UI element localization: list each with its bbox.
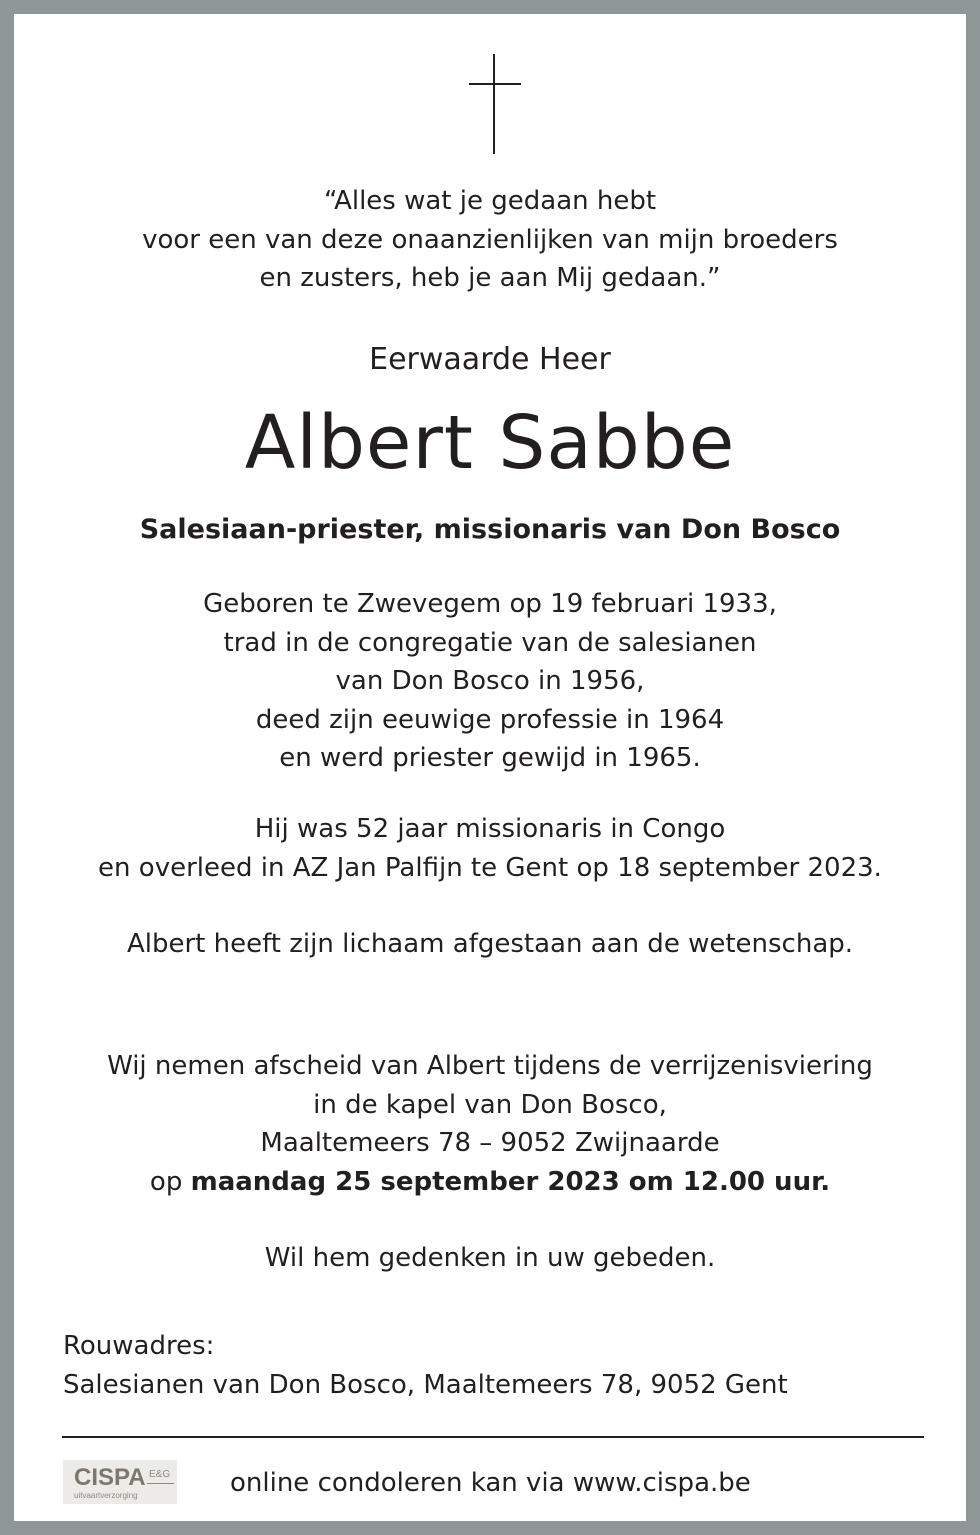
logo-rule — [147, 1483, 174, 1484]
mourning-address — [63, 1327, 788, 1405]
address-label: Rouwadres: — [63, 1331, 215, 1361]
mission-line: Hij was 52 jaar missionaris in Congo — [254, 814, 726, 844]
deceased-title: Salesiaan-priester, missionaris van Don Bosco — [139, 514, 841, 545]
online-condolence-link[interactable]: online condoleren kan via www.cispa.be — [230, 1468, 751, 1498]
quote-line: “Alles wat je gedaan hebt — [323, 186, 657, 216]
bio-line: van Don Bosco in 1956, — [335, 666, 645, 696]
bio-line: deed zijn eeuwige professie in 1964 — [255, 704, 725, 735]
deceased-name: Albert Sabbe — [244, 400, 736, 486]
ceremony-line: Maaltemeers 78 – 9052 Zwijnaarde — [260, 1128, 720, 1158]
bio-line: Geboren te Zwevegem op 19 februari 1933, — [203, 589, 777, 619]
bio-line: trad in de congregatie van de salesianen — [223, 627, 757, 658]
body-donation-note: Albert heeft zijn lichaam afgestaan aan de wetenschap. — [126, 929, 854, 959]
ceremony-date-bold: maandag 25 september 2023 om 12.00 uur. — [190, 1166, 831, 1197]
mission-line: en overleed in AZ Jan Palfijn te Gent op 18 september 2023. — [98, 852, 882, 883]
bio-line: en werd priester gewijd in 1965. — [279, 743, 701, 773]
farewell-ceremony — [0, 1047, 980, 1201]
cross-icon — [469, 54, 521, 154]
bible-quote — [0, 182, 980, 298]
ceremony-line: Wij nemen afscheid van Albert tijdens de verrijzenisviering — [107, 1051, 873, 1081]
cispa-logo — [63, 1460, 177, 1504]
biography — [0, 585, 980, 778]
ceremony-line: in de kapel van Don Bosco, — [313, 1089, 667, 1120]
prayer-request: Wil hem gedenken in uw gebeden. — [264, 1243, 716, 1273]
address-value: Salesianen van Don Bosco, Maaltemeers 78, 9052 Gent — [63, 1370, 788, 1400]
ceremony-date — [0, 1163, 980, 1202]
honorific: Eerwaarde Heer — [369, 342, 611, 377]
ceremony-date-prefix: op — [149, 1166, 191, 1197]
quote-line: en zusters, heb je aan Mij gedaan.” — [259, 263, 721, 293]
mission-paragraph — [0, 810, 980, 887]
logo-brand: CISPA — [74, 1464, 146, 1491]
logo-tagline: uitvaartverzorging — [74, 1491, 138, 1500]
quote-line: voor een van deze onaanzienlijken van mijn broeders — [142, 224, 838, 255]
divider — [62, 1436, 924, 1438]
logo-suffix: E&G — [149, 1469, 171, 1480]
